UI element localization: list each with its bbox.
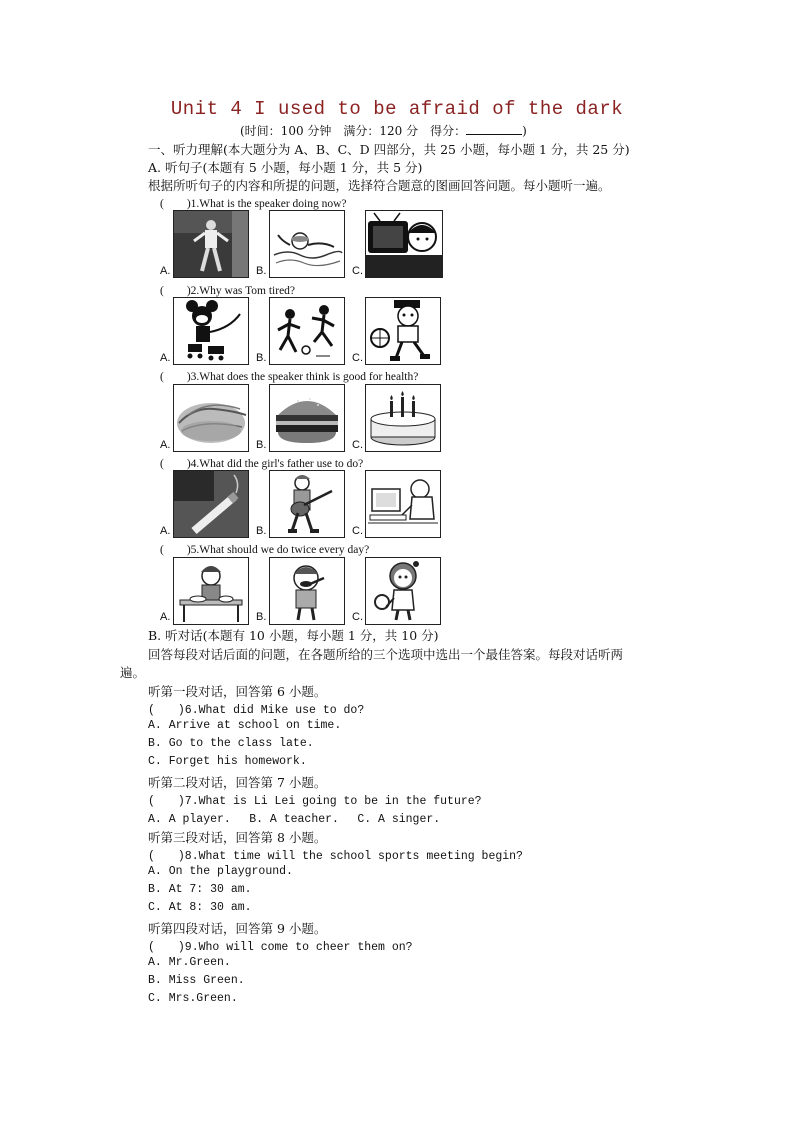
part-b-instruction: 回答每段对话后面的问题，在各题所给的三个选项中选出一个最佳答案。每段对话听两 (148, 647, 624, 662)
q8-option-a[interactable]: A. On the playground. (148, 865, 293, 878)
dialogue-2-heading: 听第二段对话，回答第 7 小题。 (148, 775, 327, 790)
question-8: ( )8.What time will the school sports meeting begin? (148, 850, 523, 863)
option-a-label: A. (160, 439, 171, 451)
option-c-label: C. (352, 352, 363, 364)
q6-option-c[interactable]: C. Forget his homework. (148, 755, 307, 768)
score-blank[interactable] (466, 123, 522, 135)
section-heading: 一、听力理解(本大题分为 A、B、C、D 四部分，共 25 小题，每小题 1 分，共 25 分) (148, 142, 630, 157)
question-6: ( )6.What did Mike use to do? (148, 704, 365, 717)
cigarette-photo-icon[interactable] (173, 470, 249, 538)
dialogue-3-heading: 听第三段对话，回答第 8 小题。 (148, 830, 327, 845)
option-b-label: B. (256, 525, 267, 537)
computer-user-drawing-icon[interactable] (365, 470, 441, 538)
question-5: ( )5.What should we do twice every day? (160, 544, 370, 556)
part-a-heading: A. 听句子(本题有 5 小题，每小题 1 分，共 5 分) (148, 160, 423, 175)
guitar-player-drawing-icon[interactable] (269, 470, 345, 538)
question-1: ( )1.What is the speaker doing now? (160, 198, 347, 210)
skating-mouse-drawing-icon[interactable] (173, 297, 249, 365)
option-b-label: B. (256, 439, 267, 451)
dialogue-1-heading: 听第一段对话，回答第 6 小题。 (148, 684, 327, 699)
option-b-label: B. (256, 611, 267, 623)
birthday-cake-drawing-icon[interactable] (365, 384, 441, 452)
q9-option-a[interactable]: A. Mr.Green. (148, 956, 231, 969)
soccer-players-drawing-icon[interactable] (269, 297, 345, 365)
question-3: ( )3.What does the speaker think is good for health? (160, 371, 419, 383)
option-c-label: C. (352, 525, 363, 537)
option-c-label: C. (352, 611, 363, 623)
page-title: Unit 4 I used to be afraid of the dark (170, 98, 624, 120)
girl-tennis-drawing-icon[interactable] (365, 557, 441, 625)
q9-option-b[interactable]: B. Miss Green. (148, 974, 245, 987)
option-a-label: A. (160, 265, 171, 277)
boy-brushing-teeth-drawing-icon[interactable] (269, 557, 345, 625)
option-a-label: A. (160, 352, 171, 364)
dialogue-4-heading: 听第四段对话，回答第 9 小题。 (148, 921, 327, 936)
exam-info-close: ) (522, 124, 527, 138)
hamburger-photo-icon[interactable] (269, 384, 345, 452)
part-a-instruction: 根据所听句子的内容和所提的问题，选择符合题意的图画回答问题。每小题听一遍。 (148, 178, 611, 193)
question-2: ( )2.Why was Tom tired? (160, 285, 296, 297)
option-a-label: A. (160, 611, 171, 623)
option-b-label: B. (256, 352, 267, 364)
q7-options[interactable]: A. A player. B. A teacher. C. A singer. (148, 813, 441, 826)
girl-eating-drawing-icon[interactable] (173, 557, 249, 625)
part-b-heading: B. 听对话(本题有 10 小题，每小题 1 分，共 10 分) (148, 628, 439, 643)
exam-info-text: (时间：100 分钟 满分：120 分 得分： (240, 124, 467, 138)
basketball-boy-drawing-icon[interactable] (365, 297, 441, 365)
part-b-instruction-cont: 遍。 (120, 665, 146, 680)
cabbage-photo-icon[interactable] (173, 384, 249, 452)
dancer-photo-icon[interactable] (173, 210, 249, 278)
option-c-label: C. (352, 439, 363, 451)
swimmer-drawing-icon[interactable] (269, 210, 345, 278)
option-c-label: C. (352, 265, 363, 277)
q9-option-c[interactable]: C. Mrs.Green. (148, 992, 238, 1005)
q6-option-b[interactable]: B. Go to the class late. (148, 737, 314, 750)
question-7: ( )7.What is Li Lei going to be in the future? (148, 795, 482, 808)
q8-option-b[interactable]: B. At 7: 30 am. (148, 883, 252, 896)
q8-option-c[interactable]: C. At 8: 30 am. (148, 901, 252, 914)
tv-watching-drawing-icon[interactable] (365, 210, 443, 278)
exam-info (240, 122, 527, 139)
option-b-label: B. (256, 265, 267, 277)
question-4: ( )4.What did the girl's father use to do? (160, 458, 364, 470)
q6-option-a[interactable]: A. Arrive at school on time. (148, 719, 342, 732)
question-9: ( )9.Who will come to cheer them on? (148, 941, 413, 954)
option-a-label: A. (160, 525, 171, 537)
